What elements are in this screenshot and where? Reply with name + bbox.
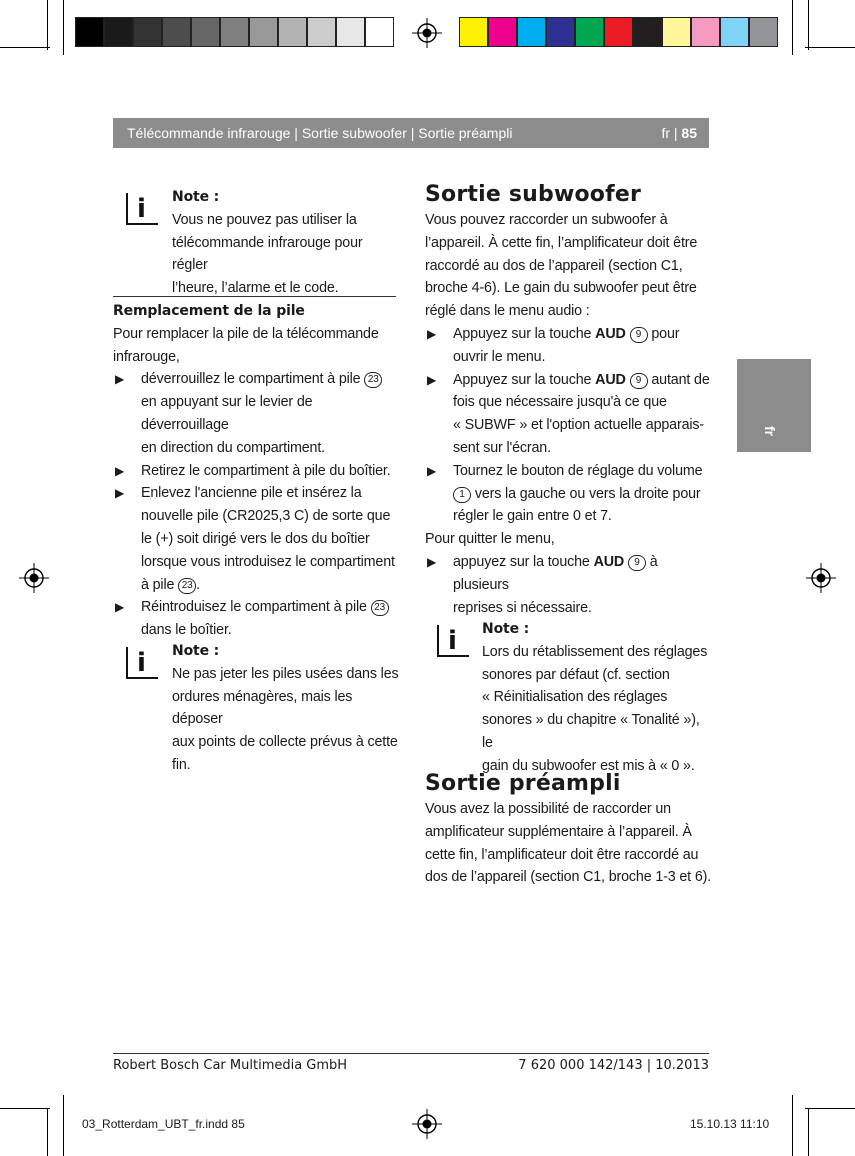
footer-doc-ref: 7 620 000 142/143 | 10.2013	[518, 1058, 709, 1073]
text-line: Pour quitter le menu,	[425, 531, 555, 548]
color-swatch	[307, 17, 336, 47]
color-swatch	[336, 17, 365, 47]
text-line: « SUBWF » et l'option actuelle apparais-	[453, 417, 705, 434]
text-line: télécommande infrarouge pour régler	[172, 234, 363, 274]
text-line: appuyez sur la touche	[453, 553, 590, 570]
color-swatch	[575, 17, 604, 47]
text-line: déverrouillez le compartiment à pile	[141, 371, 361, 388]
crop-mark	[63, 1095, 64, 1156]
color-swatch	[75, 17, 104, 47]
list-item	[113, 482, 403, 596]
text-line: en direction du compartiment.	[141, 439, 325, 456]
color-swatch	[365, 17, 394, 47]
note-title: Note :	[172, 643, 220, 659]
page-number: 85	[681, 125, 697, 141]
text-line: sonores par défaut (cf. section	[482, 666, 670, 683]
text-line: dans le boîtier.	[141, 622, 232, 639]
ref-number: 23	[364, 372, 382, 388]
section-heading: Sortie subwoofer	[425, 182, 642, 207]
text-line: Lors du rétablissement des réglages	[482, 643, 708, 660]
list-item	[425, 369, 715, 460]
ref-number: 9	[630, 373, 648, 389]
text-line: fin.	[172, 756, 191, 773]
color-swatch	[220, 17, 249, 47]
color-swatch	[720, 17, 749, 47]
text-line: broche 4-6). Le gain du subwoofer peut être	[425, 280, 697, 297]
text-line: en appuyant sur le levier de déverrouillage	[141, 394, 313, 433]
ref-number: 1	[453, 487, 471, 503]
registration-mark-icon	[412, 18, 442, 48]
list-item	[425, 460, 715, 528]
text-line: sent sur l'écran.	[453, 439, 551, 456]
footer-company: Robert Bosch Car Multimedia GmbH	[113, 1058, 348, 1073]
page-header	[113, 118, 709, 148]
text-line: Enlevez l'ancienne pile et insérez la	[141, 485, 362, 502]
arrow-icon: ▶	[427, 463, 437, 478]
color-swatch	[749, 17, 778, 47]
arrow-icon: ▶	[115, 463, 125, 478]
text-line: cette fin, l’amplificateur doit être raccordé au	[425, 846, 699, 863]
arrow-icon: ▶	[427, 554, 437, 569]
text-line: « Réinitialisation des réglages	[482, 689, 668, 706]
text-line: pour	[651, 325, 680, 342]
text-line: Vous ne pouvez pas utiliser la	[172, 211, 357, 228]
arrow-icon: ▶	[427, 326, 437, 341]
list-item	[113, 368, 403, 459]
text-line: fois que nécessaire jusqu'à ce que	[453, 394, 667, 411]
text-line: raccordé au dos de l’appareil (section C1,	[425, 257, 683, 274]
text-line: aux points de collecte prévus à cette	[172, 734, 398, 751]
crop-mark	[47, 1108, 48, 1156]
lang-prefix: fr |	[661, 125, 682, 141]
info-icon: i	[126, 193, 158, 225]
color-swatch	[691, 17, 720, 47]
registration-mark-icon	[412, 1109, 442, 1139]
color-swatch	[104, 17, 133, 47]
crop-mark	[808, 0, 809, 50]
text-line: à pile	[141, 576, 175, 593]
text-line: gain du subwoofer est mis à « 0 ».	[482, 757, 695, 774]
color-swatch	[662, 17, 691, 47]
list-item	[113, 596, 403, 642]
color-swatch	[488, 17, 517, 47]
section-heading: Remplacement de la pile	[113, 303, 305, 319]
crop-mark	[792, 0, 793, 55]
text-line: à plusieurs	[453, 553, 658, 593]
ref-number: 9	[628, 555, 646, 571]
color-swatch	[249, 17, 278, 47]
text-line: amplificateur supplémentaire à l’appareil. À	[425, 823, 692, 840]
color-swatch	[546, 17, 575, 47]
key-label: AUD	[595, 371, 626, 388]
text-line: Appuyez sur la touche	[453, 325, 592, 342]
text-line: Retirez le compartiment à pile du boîtier.	[141, 462, 391, 479]
color-swatch	[604, 17, 633, 47]
text-line: le (+) soit dirigé vers le dos du boîtier	[141, 530, 370, 547]
text-line: ouvrir le menu.	[453, 348, 546, 365]
slug-filename: 03_Rotterdam_UBT_fr.indd 85	[82, 1117, 245, 1131]
text-line: ordures ménagères, mais les déposer	[172, 688, 353, 728]
text-line: Ne pas jeter les piles usées dans les	[172, 665, 399, 682]
color-swatch	[459, 17, 488, 47]
text-line: l’appareil. À cette fin, l’amplificateur doit être	[425, 234, 698, 251]
text-line: autant de	[651, 371, 710, 388]
crop-mark	[805, 1108, 855, 1109]
text-line: régler le gain entre 0 et 7.	[453, 508, 612, 525]
list-item	[425, 323, 715, 369]
key-label: AUD	[595, 325, 626, 342]
crop-mark	[805, 47, 855, 48]
color-swatch	[191, 17, 220, 47]
color-swatch	[517, 17, 546, 47]
text-line: nouvelle pile (CR2025,3 C) de sorte que	[141, 508, 391, 525]
text-line: Vous avez la possibilité de raccorder un	[425, 801, 671, 817]
text-line: dos de l’appareil (section C1, broche 1-3 et 6).	[425, 869, 712, 886]
text-line: Tournez le bouton de réglage du volume	[453, 462, 703, 479]
text-line: Appuyez sur la touche	[453, 371, 592, 388]
note-title: Note :	[482, 621, 530, 637]
text-line: lorsque vous introduisez le compartiment	[141, 553, 395, 570]
list-item	[425, 551, 715, 619]
section-divider	[113, 296, 396, 297]
arrow-icon: ▶	[427, 372, 437, 387]
text-line: infrarouge,	[113, 348, 180, 365]
color-swatch	[278, 17, 307, 47]
ref-number: 23	[371, 600, 389, 616]
preamp-section	[425, 770, 715, 889]
slug-datetime: 15.10.13 11:10	[690, 1117, 770, 1131]
battery-section	[113, 300, 403, 642]
section-title: Télécommande infrarouge | Sortie subwoofer | Sortie préampli	[127, 125, 513, 141]
language-tab-label: fr	[762, 425, 779, 437]
crop-mark	[47, 0, 48, 50]
text-line: Pour remplacer la pile de la télécommande	[113, 325, 379, 342]
page-indicator	[661, 118, 697, 148]
crop-mark	[0, 47, 50, 48]
note-battery	[172, 640, 402, 777]
ref-number: 9	[630, 327, 648, 343]
color-swatch	[162, 17, 191, 47]
text-line: sonores » du chapitre « Tonalité »), le	[482, 712, 700, 751]
subwoofer-section	[425, 181, 715, 619]
text-line: Réintroduisez le compartiment à pile	[141, 599, 367, 616]
text-line: Vous pouvez raccorder un subwoofer à	[425, 212, 668, 228]
text-line: reprises si nécessaire.	[453, 599, 592, 616]
note-title: Note :	[172, 189, 220, 205]
crop-mark	[0, 1108, 50, 1109]
arrow-icon: ▶	[115, 372, 125, 387]
key-label: AUD	[593, 553, 625, 570]
section-heading: Sortie préampli	[425, 771, 621, 796]
list-item	[113, 460, 403, 483]
crop-mark	[63, 0, 64, 55]
arrow-icon: ▶	[115, 600, 125, 615]
text-line: vers la gauche ou vers la droite pour	[474, 485, 701, 502]
language-tab	[737, 359, 811, 452]
text-line: .	[196, 576, 200, 593]
info-icon: i	[437, 625, 469, 657]
crop-mark	[808, 1108, 809, 1156]
registration-mark-icon	[19, 563, 49, 593]
note-subwoofer	[482, 618, 714, 778]
text-line: l’heure, l’alarme et le code.	[172, 280, 339, 297]
arrow-icon: ▶	[115, 486, 125, 501]
info-icon: i	[126, 647, 158, 679]
color-swatch	[133, 17, 162, 47]
ref-number: 23	[178, 578, 196, 594]
footer-divider	[113, 1053, 709, 1054]
text-line: réglé dans le menu audio :	[425, 303, 590, 320]
registration-mark-icon	[806, 563, 836, 593]
color-swatch	[633, 17, 662, 47]
crop-mark	[792, 1095, 793, 1156]
note-remote	[172, 186, 400, 300]
